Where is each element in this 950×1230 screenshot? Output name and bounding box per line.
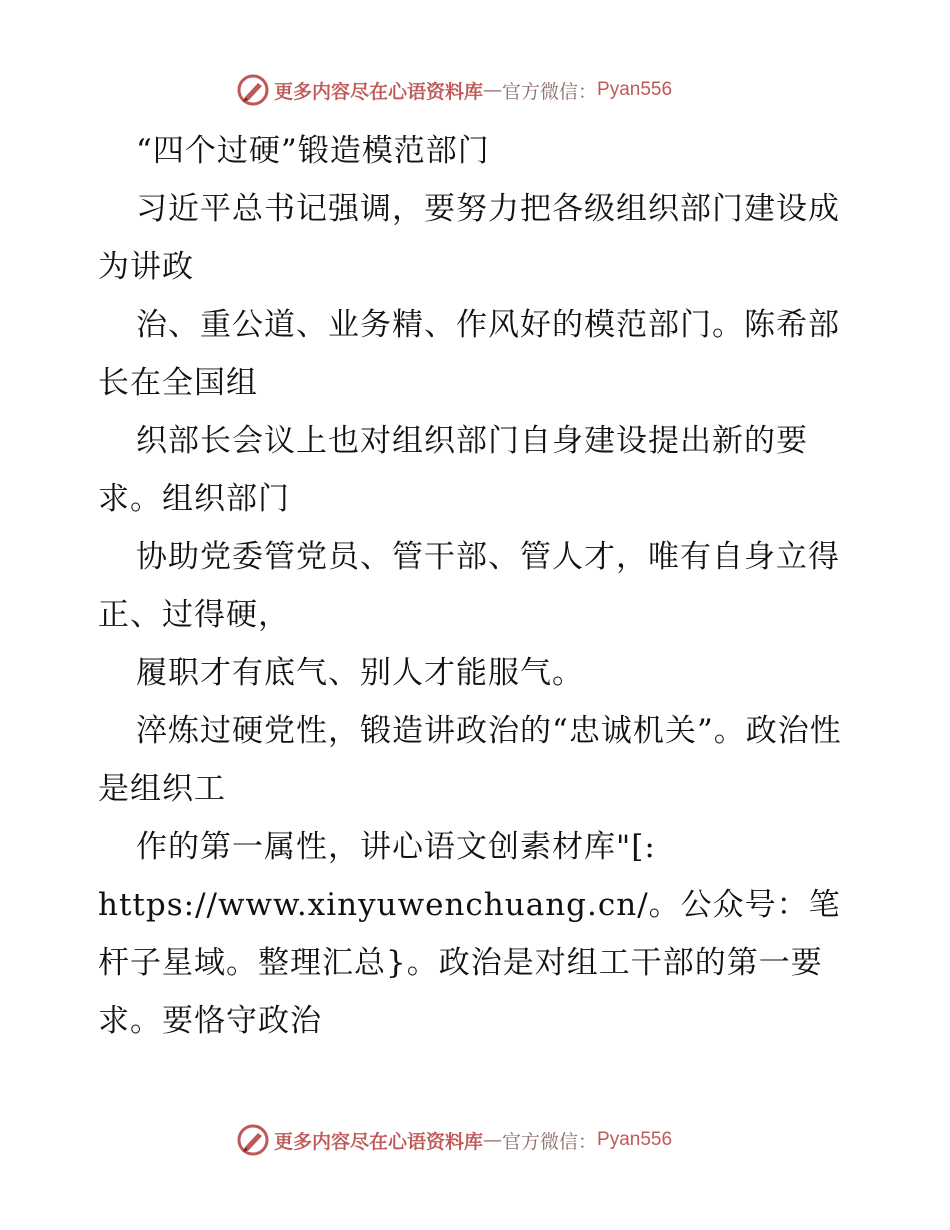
paragraph: 淬炼过硬党性，锻造讲政治的“忠诚机关”。政治性是组织工 bbox=[98, 713, 842, 807]
header-banner bbox=[236, 72, 672, 108]
paragraph: 习近平总书记强调，要努力把各级组织部门建设成为讲政 bbox=[98, 191, 840, 285]
paragraph: 织部长会议上也对组织部门自身建设提出新的要求。组织部门 bbox=[98, 423, 808, 517]
paragraph: 履职才有底气、别人才能服气。 bbox=[136, 655, 584, 691]
banner-main-text: 更多内容尽在心语资料库 bbox=[274, 1130, 484, 1153]
banner-wechat-label: 官方微信： bbox=[502, 1130, 598, 1153]
paragraph: 协助党委管党员、管干部、管人才，唯有自身立得正、过得硬， bbox=[98, 539, 840, 633]
document-title: “四个过硬”锻造模范部门 bbox=[136, 133, 490, 169]
document-body bbox=[98, 122, 858, 1050]
banner-dash: — bbox=[483, 1129, 503, 1151]
pen-logo-icon bbox=[236, 73, 270, 107]
paragraph: 治、重公道、业务精、作风好的模范部门。陈希部长在全国组 bbox=[98, 307, 840, 401]
banner-main-text: 更多内容尽在心语资料库 bbox=[274, 80, 484, 103]
pen-logo-icon bbox=[236, 1123, 270, 1157]
banner-wechat-label: 官方微信： bbox=[502, 80, 598, 103]
banner-dash: — bbox=[483, 79, 503, 101]
paragraph-url: https://www.xinyuwenchuang.cn/。公众号：笔杆子星域。整理汇总}。政治是对组工干部的第一要求。要恪守政治 bbox=[98, 887, 841, 1039]
paragraph: 作的第一属性，讲心语文创素材库"[: bbox=[136, 829, 656, 865]
banner-wechat-id: Pyan556 bbox=[597, 79, 673, 100]
banner-wechat-id: Pyan556 bbox=[597, 1129, 673, 1150]
footer-banner bbox=[236, 1122, 672, 1158]
